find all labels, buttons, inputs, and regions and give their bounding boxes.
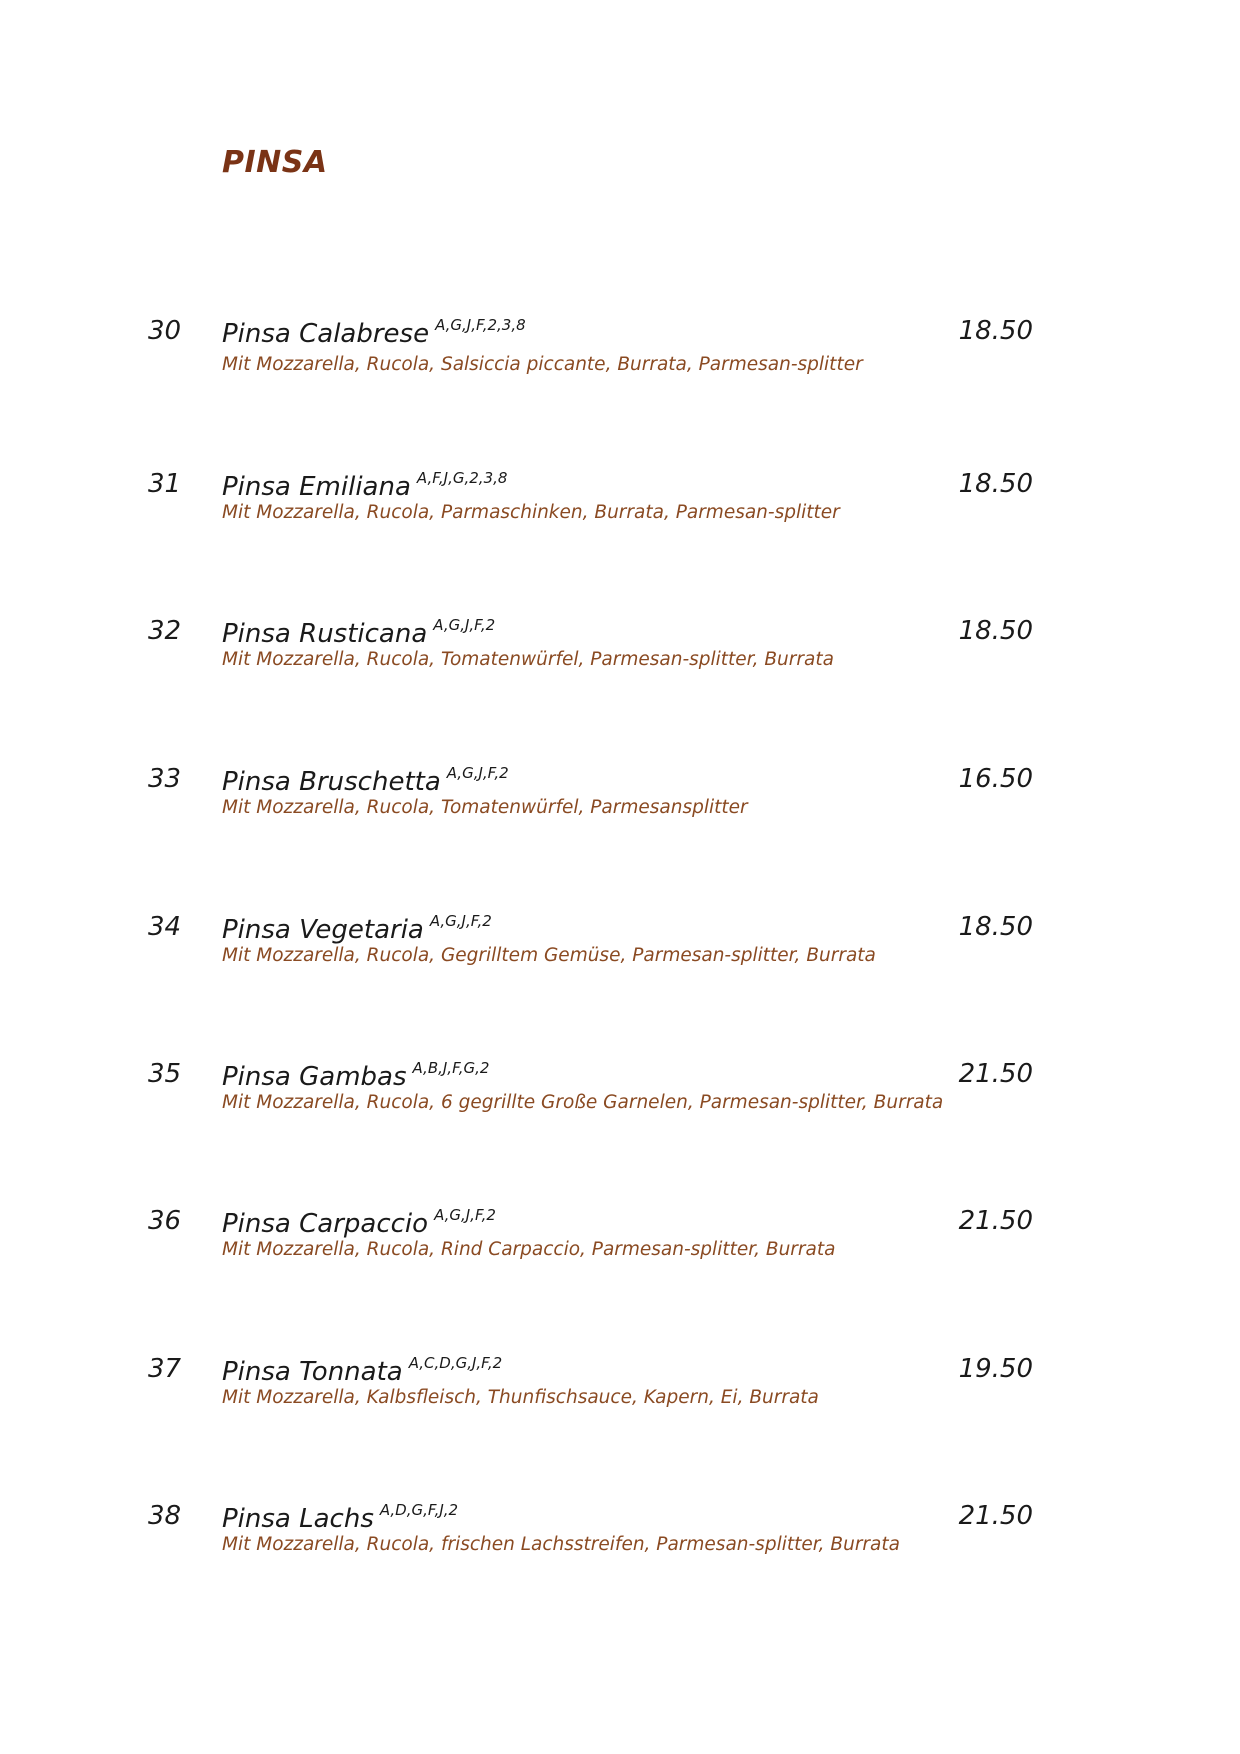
- item-allergens: A,G,J,F,2,3,8: [435, 316, 526, 334]
- item-name: Pinsa Rusticana: [222, 619, 428, 649]
- item-name-line: [222, 471, 507, 500]
- menu-item: [0, 914, 1240, 994]
- item-name-line: [222, 618, 495, 647]
- item-price: 18.50: [958, 912, 1033, 942]
- item-allergens: A,G,J,F,2: [429, 912, 492, 930]
- item-name-line: [222, 1503, 458, 1532]
- menu-item: [0, 1061, 1240, 1141]
- item-number: 30: [148, 316, 182, 346]
- item-allergens: A,D,G,F,J,2: [379, 1501, 459, 1519]
- item-description: Mit Mozzarella, Rucola, Salsiccia piccante, Burrata, Parmesan-splitter: [222, 354, 863, 375]
- item-number: 34: [148, 912, 182, 942]
- menu-item: [0, 318, 1240, 398]
- item-name-line: [222, 914, 492, 943]
- item-name-line: [222, 318, 526, 347]
- item-description: Mit Mozzarella, Rucola, frischen Lachsstreifen, Parmesan-splitter, Burrata: [222, 1534, 900, 1555]
- item-name: Pinsa Emiliana: [222, 472, 411, 502]
- item-name-line: [222, 1061, 489, 1090]
- menu-item: [0, 618, 1240, 698]
- item-description: Mit Mozzarella, Rucola, Gegrilltem Gemüse, Parmesan-splitter, Burrata: [222, 945, 876, 966]
- item-number: 37: [148, 1354, 182, 1384]
- item-description: Mit Mozzarella, Rucola, Tomatenwürfel, Parmesansplitter: [222, 797, 748, 818]
- item-price: 21.50: [958, 1206, 1033, 1236]
- item-description: Mit Mozzarella, Rucola, Tomatenwürfel, Parmesan-splitter, Burrata: [222, 649, 834, 670]
- item-number: 38: [148, 1501, 182, 1531]
- item-name: Pinsa Gambas: [222, 1062, 407, 1092]
- item-price: 18.50: [958, 469, 1033, 499]
- item-name: Pinsa Bruschetta: [222, 767, 441, 797]
- item-allergens: A,G,J,F,2: [434, 1206, 496, 1224]
- item-name-line: [222, 766, 509, 795]
- item-price: 19.50: [958, 1354, 1033, 1384]
- item-price: 16.50: [958, 764, 1033, 794]
- item-number: 33: [148, 764, 182, 794]
- item-price: 18.50: [958, 616, 1033, 646]
- item-allergens: A,C,D,G,J,F,2: [408, 1354, 503, 1372]
- item-name-line: [222, 1208, 496, 1237]
- page-title: PINSA: [222, 145, 328, 180]
- item-allergens: A,F,J,G,2,3,8: [416, 469, 508, 487]
- item-number: 32: [148, 616, 182, 646]
- item-number: 35: [148, 1059, 182, 1089]
- item-name: Pinsa Calabrese: [222, 319, 430, 349]
- item-description: Mit Mozzarella, Rucola, Parmaschinken, Burrata, Parmesan-splitter: [222, 502, 840, 523]
- item-allergens: A,G,J,F,2: [446, 764, 509, 782]
- menu-item: [0, 1356, 1240, 1436]
- item-description: Mit Mozzarella, Kalbsfleisch, Thunfischsauce, Kapern, Ei, Burrata: [222, 1387, 819, 1408]
- item-allergens: A,B,J,F,G,2: [412, 1059, 490, 1077]
- menu-item: [0, 1503, 1240, 1583]
- item-price: 18.50: [958, 316, 1033, 346]
- item-price: 21.50: [958, 1501, 1033, 1531]
- item-name: Pinsa Lachs: [222, 1504, 374, 1534]
- item-name-line: [222, 1356, 502, 1385]
- item-number: 31: [148, 469, 182, 499]
- item-allergens: A,G,J,F,2: [433, 616, 496, 634]
- item-price: 21.50: [958, 1059, 1033, 1089]
- menu-item: [0, 1208, 1240, 1288]
- item-name: Pinsa Vegetaria: [222, 915, 424, 945]
- menu-item: [0, 471, 1240, 551]
- item-description: Mit Mozzarella, Rucola, Rind Carpaccio, Parmesan-splitter, Burrata: [222, 1239, 836, 1260]
- menu-item: [0, 766, 1240, 846]
- item-name: Pinsa Tonnata: [222, 1357, 403, 1387]
- item-name: Pinsa Carpaccio: [222, 1209, 429, 1239]
- item-description: Mit Mozzarella, Rucola, 6 gegrillte Große Garnelen, Parmesan-splitter, Burrata: [222, 1092, 944, 1113]
- item-number: 36: [148, 1206, 182, 1236]
